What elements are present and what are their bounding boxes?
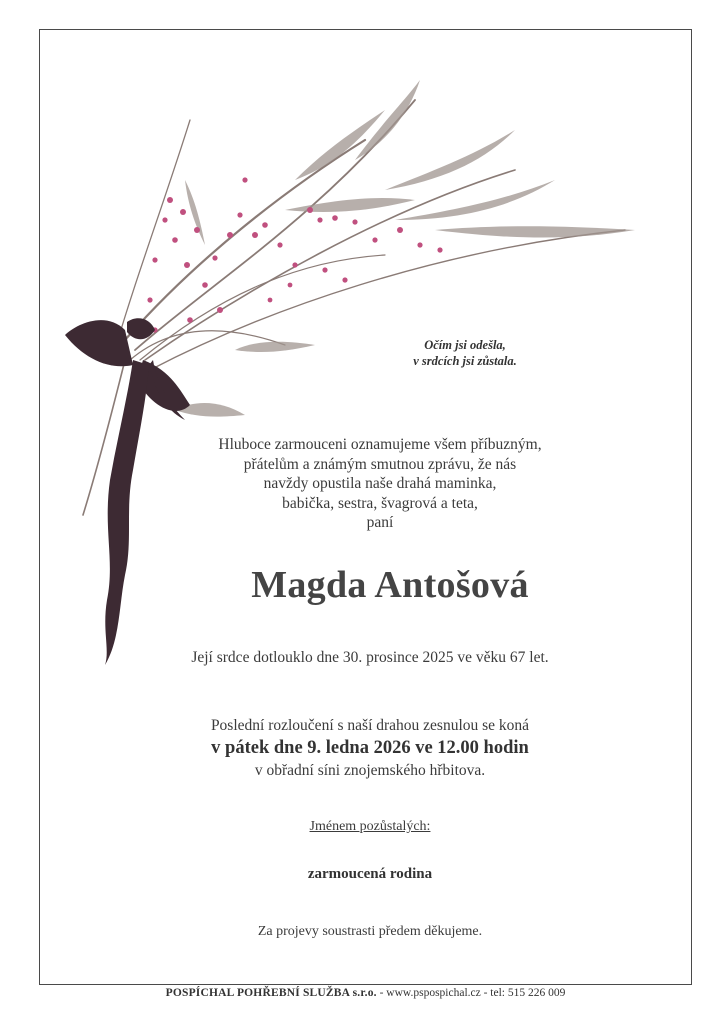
announcement-line-1: Hluboce zarmouceni oznamujeme všem příbuzným,: [218, 436, 542, 453]
announcement-line-2: přátelům a známým smutnou zprávu, že nás: [243, 455, 517, 473]
announcement-line-5: paní: [366, 514, 394, 531]
funeral-date: v pátek dne 9. ledna 2026 ve 12.00 hodin: [211, 738, 529, 758]
funeral-intro: Poslední rozloučení s naší drahou zesnulou se koná: [210, 717, 530, 734]
funeral-info: [130, 716, 610, 781]
death-notice: Její srdce dotlouklo dne 30. prosince 2025 ve věku 67 let.: [191, 649, 549, 666]
funeral-place: v obřadní síni znojemského hřbitova.: [254, 762, 486, 779]
memorial-motto: [380, 337, 550, 369]
motto-line-2: v srdcích jsi zůstala.: [413, 354, 517, 368]
footer: [39, 987, 692, 999]
announcement-text: [180, 435, 580, 533]
motto-line-1: Očím jsi odešla,: [424, 338, 506, 352]
deceased-name: Magda Antošová: [251, 564, 529, 606]
family-signature: zarmoucená rodina: [307, 866, 433, 882]
on-behalf-label: Jménem pozůstalých:: [309, 819, 431, 834]
footer-company: POSPÍCHAL POHŘEBNÍ SLUŽBA s.r.o.: [165, 987, 377, 999]
announcement-line-4: babička, sestra, švagrová a teta,: [282, 494, 478, 512]
announcement-line-3: navždy opustila naše drahá maminka,: [263, 475, 497, 492]
thanks-note: Za projevy soustrasti předem děkujeme.: [257, 924, 483, 939]
footer-details: - www.pspospichal.cz - tel: 515 226 009: [376, 987, 566, 999]
